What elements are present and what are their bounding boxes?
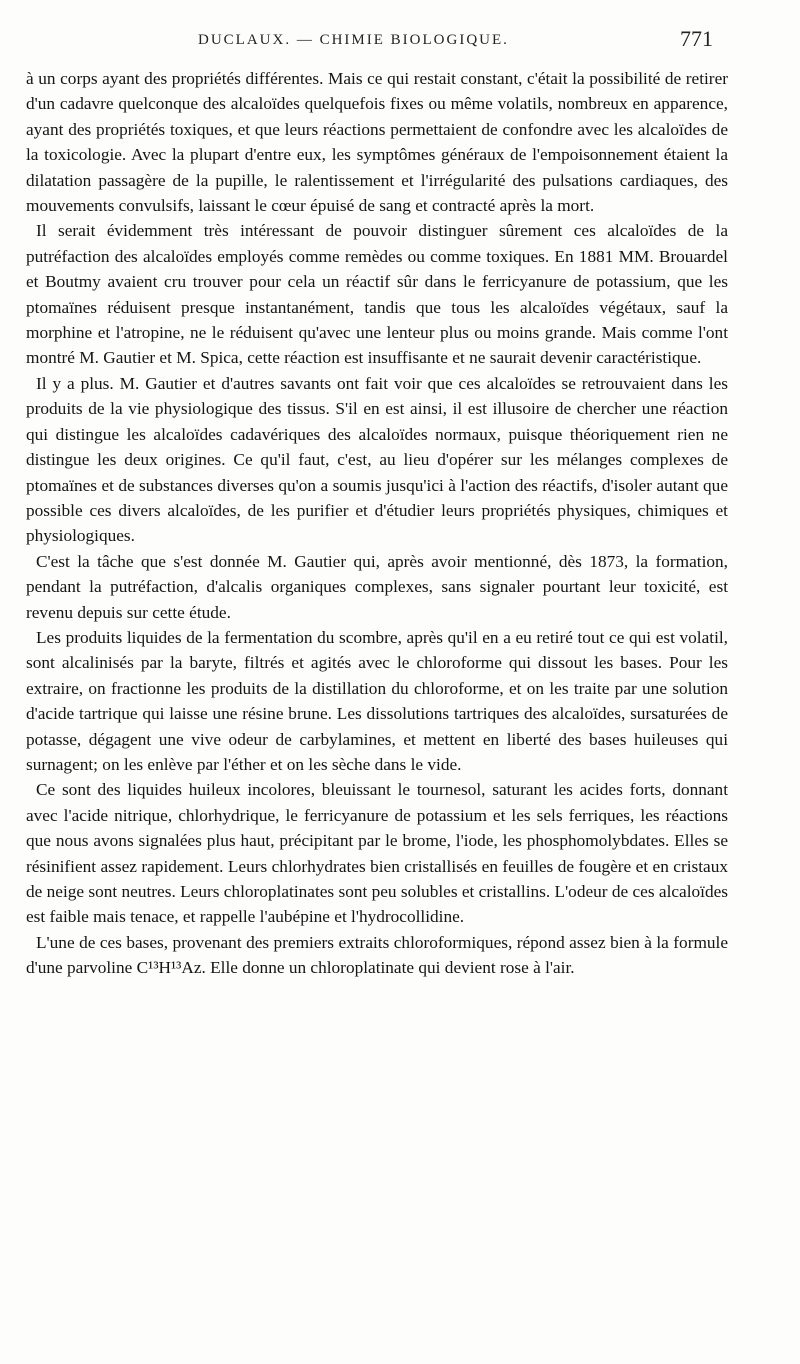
paragraph: à un corps ayant des propriétés différentes. Mais ce qui restait constant, c'était la possibilité de retirer d'un cadavre quelconque des alcaloïdes quelquefois fixes ou même volatils, nombreux en apparence, ayant des propriétés toxiques, et que leurs réactions permettaient de confondre avec les alcaloïdes de la toxicologie. Avec la plupart d'entre eux, les symptômes généraux de l'empoisonnement étaient la dilatation passagère de la pupille, le ralentissement et l'irrégularité des pulsations cardiaques, des mouvements convulsifs, laissant le cœur épuisé de sang et contracté après la mort.: [26, 69, 728, 216]
page-number: 771: [680, 26, 713, 51]
paragraph: L'une de ces bases, provenant des premiers extraits chloroformiques, répond assez bien à la formule d'une parvoline C¹³H¹³Az. Elle donne un chloroplatinate qui devient rose à l'air.: [26, 932, 728, 978]
paragraph: C'est la tâche que s'est donnée M. Gautier qui, après avoir mentionné, dès 1873, la formation, pendant la putréfaction, d'alcalis organiques complexes, sans signaler pourtant leur toxicité, est revenu depuis sur cette étude.: [26, 551, 728, 622]
paragraph: Il y a plus. M. Gautier et d'autres savants ont fait voir que ces alcaloïdes se retrouvaient dans les produits de la vie physiologique des tissus. S'il en est ainsi, il est illusoire de chercher une réaction qui distingue les alcaloïdes cadavériques des alcaloïdes normaux, puisque théoriquement rien ne distingue les deux origines. Ce qu'il faut, c'est, au lieu d'opérer sur les mélanges complexes de ptomaïnes et de substances diverses qu'on a soumis jusqu'ici à l'action des réactifs, d'isoler autant que possible ces divers alcaloïdes, de les purifier et d'étudier leurs propriétés physiques, chimiques et physiologiques.: [26, 373, 728, 546]
paragraph: Ce sont des liquides huileux incolores, bleuissant le tournesol, saturant les acides forts, donnant avec l'acide nitrique, chlorhydrique, le ferricyanure de potassium et les sels ferriques, les réactions que nous avons signalées plus haut, précipitant par le brome, l'iode, les phosphomolybdates. Elles se résinifient assez rapidement. Leurs chlorhydrates bien cristallisés en feuilles de fougère et en cristaux de neige sont neutres. Leurs chloroplatinates sont peu solubles et cristallins. L'odeur de ces alcaloïdes est faible mais tenace, et rappelle l'aubépine et l'hydrocollidine.: [26, 780, 728, 927]
paragraph: Les produits liquides de la fermentation du scombre, après qu'il en a eu retiré tout ce qui est volatil, sont alcalinisés par la baryte, filtrés et agités avec le chloroforme qui dissout les bases. Pour les extraire, on fractionne les produits de la distillation du chloroforme, et on les traite par une solution d'acide tartrique qui laisse une résine brune. Les dissolutions tartriques des alcaloïdes, sursaturées de potasse, dégagent une vive odeur de carbylamines, et mettent en liberté des bases huileuses qui surnagent; on les enlève par l'éther et on les sèche dans le vide.: [26, 627, 728, 774]
paragraph: Il serait évidemment très intéressant de pouvoir distinguer sûrement ces alcaloïdes de la putréfaction des alcaloïdes employés comme remèdes ou comme toxiques. En 1881 MM. Brouardel et Boutmy avaient cru trouver pour cela un réactif sûr dans le ferricyanure de potassium, que les ptomaïnes réduisent presque instantanément, tandis que tous les alcaloïdes végétaux, sauf la morphine et l'atropine, ne le réduisent qu'avec une lenteur plus ou moins grande. Mais comme l'ont montré M. Gautier et M. Spica, cette réaction est insuffisante et ne saurait devenir caractéristique.: [26, 221, 728, 368]
page-header: [0, 26, 800, 56]
body-text: [26, 66, 728, 981]
running-head: DUCLAUX. — CHIMIE BIOLOGIQUE.: [198, 32, 509, 48]
